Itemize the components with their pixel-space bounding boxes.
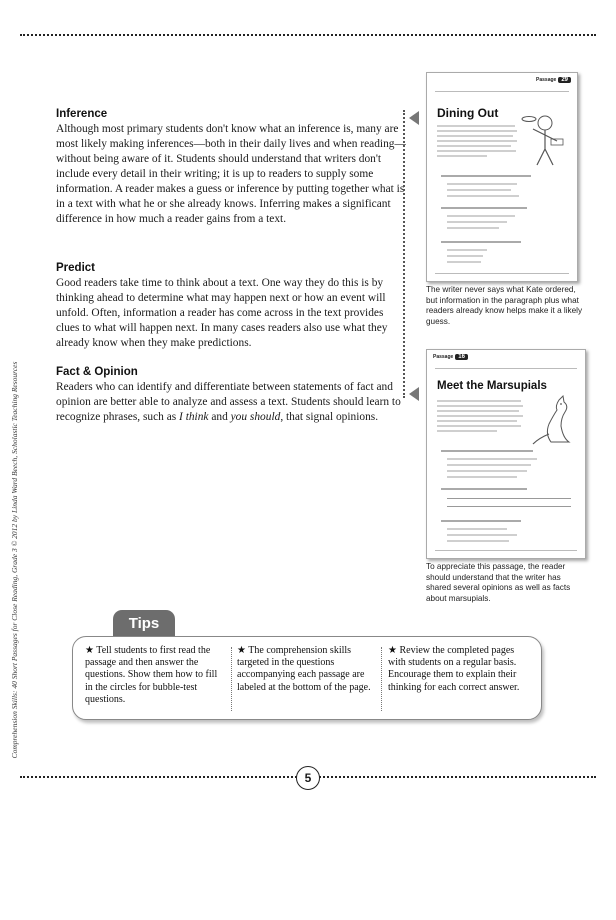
section-predict <box>56 262 406 351</box>
body-italic: you should <box>230 411 281 423</box>
section-body <box>56 380 406 425</box>
tip-divider <box>231 647 232 711</box>
passage-tag <box>433 354 468 360</box>
page-number: 5 <box>296 766 320 790</box>
tip-divider <box>381 647 382 711</box>
pointer-arrow-icon <box>409 387 419 401</box>
section-body: Although most primary students don't know what an inference is, many are most likely making inferences—both in their daily lives and when reading—without being aware of it. Students should understand that writers don't include every detail in their writing; it is up to readers to supply some information. A reader makes a guess or inference by putting together what is in a text with what he or she already knows. Inferring makes a significant difference in how much a reader gains from a text. <box>56 123 406 225</box>
tip-item: ★ The comprehension skills targeted in the questions accompanying each passage are labeled at the bottom of the page. <box>237 645 371 693</box>
dotted-connector <box>403 110 405 398</box>
passage-label: Passage <box>536 77 557 83</box>
section-inference <box>56 108 406 227</box>
tip-item: ★ Tell students to first read the passage and then answer the questions. Show them how to fill in the circles for bubble-test questions. <box>85 645 218 705</box>
tips-tab: Tips <box>113 610 175 638</box>
thumbnail-caption: The writer never says what Kate ordered, but information in the paragraph plus what readers already know helps make it a likely guess. <box>426 285 583 326</box>
passage-number: 16 <box>455 354 468 360</box>
section-body: Good readers take time to think about a text. One way they do this is by thinking ahead to determine what may happen next or how an event will unfold. Often, information a reader has come across in the text provides clues to what will happen next. In many cases readers also use what they already know when they make predictions. <box>56 277 388 349</box>
waiter-illustration-icon <box>521 109 567 169</box>
thumbnail-caption: To appreciate this passage, the reader should understand that the writer has shared several opinions as well as facts about marsupials. <box>426 562 571 603</box>
pointer-arrow-icon <box>409 111 419 125</box>
body-italic: I think <box>179 411 209 423</box>
passage-title: Dining Out <box>437 106 499 120</box>
passage-tag <box>536 77 571 83</box>
passage-label: Passage <box>433 354 454 360</box>
tip-item: ★ Review the completed pages with students on a regular basis. Encourage them to explain their thinking for each correct answer. <box>388 645 520 693</box>
top-dotted-rule <box>20 34 596 36</box>
section-fact-opinion <box>56 366 406 425</box>
side-credit: Comprehension Skills: 40 Short Passages for Close Reading, Grade 3 © 2012 by Linda Ward Beech, Scholastic Teaching Resources <box>10 361 19 759</box>
kangaroo-illustration-icon <box>531 394 575 446</box>
section-heading: Inference <box>56 108 108 120</box>
passage-thumbnail-dining-out <box>426 72 578 282</box>
body-text: and <box>208 411 231 423</box>
passage-number: 29 <box>558 77 571 83</box>
section-heading: Predict <box>56 262 95 274</box>
tips-box <box>72 636 542 720</box>
body-text: Readers who can identify and differentiate between statements of fact and opinion are better able to analyze and assess a text. Students should learn to recognize phrases, such as <box>56 381 401 423</box>
passage-thumbnail-marsupials <box>426 349 586 559</box>
passage-title: Meet the Marsupials <box>437 380 547 392</box>
section-heading: Fact & Opinion <box>56 366 138 378</box>
body-text: , that signal opinions. <box>280 411 379 423</box>
